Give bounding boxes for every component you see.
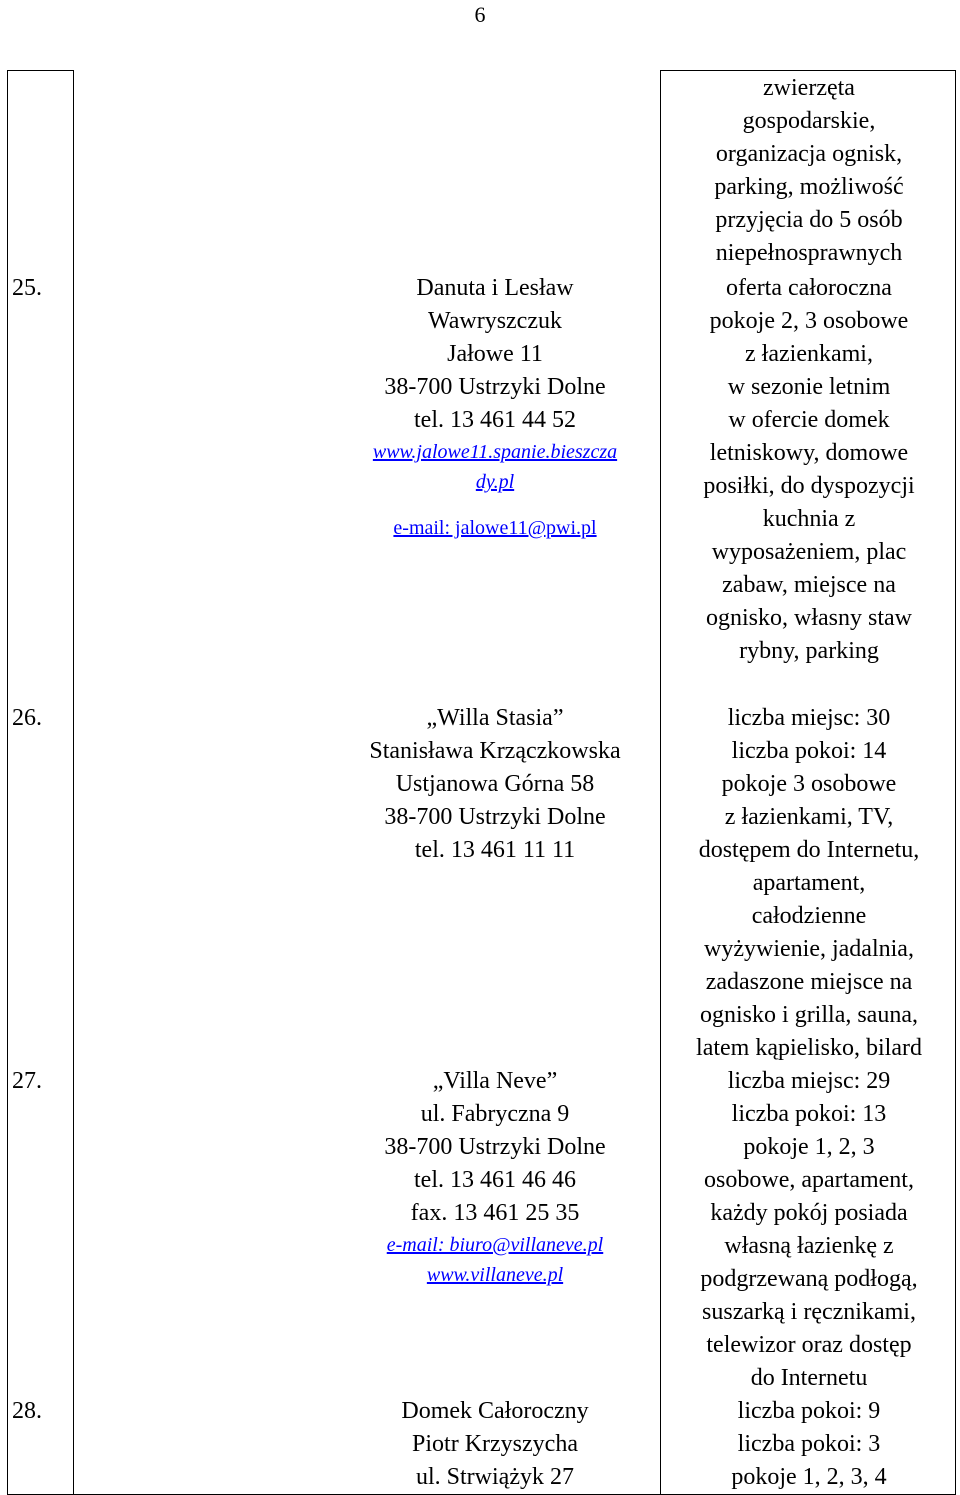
description-line: z łazienkami, xyxy=(745,341,873,367)
description-line: do Internetu xyxy=(750,1365,868,1391)
row-number: 27. xyxy=(12,1068,42,1094)
description-line: pokoje 1, 2, 3, 4 xyxy=(731,1464,887,1490)
details-line: ul. Fabryczna 9 xyxy=(420,1101,570,1127)
description-line: apartament, xyxy=(752,870,866,896)
details-line: Wawryszczuk xyxy=(427,308,562,334)
description-line: liczba pokoi: 9 xyxy=(737,1398,881,1424)
details-line: Stanisława Krzączkowska xyxy=(369,738,621,764)
description-line: niepełnosprawnych xyxy=(715,240,903,266)
details-line: 38-700 Ustrzyki Dolne xyxy=(384,374,606,400)
website-link[interactable]: www.jalowe11.spanie.bieszcza xyxy=(372,441,618,463)
details-line: „Willa Stasia” xyxy=(426,705,564,731)
description-line: pokoje 3 osobowe xyxy=(721,771,897,797)
description-line: letniskowy, domowe xyxy=(709,440,909,466)
description-line: osobowe, apartament, xyxy=(704,1167,914,1193)
description-cell xyxy=(662,272,956,668)
details-line: Danuta i Lesław xyxy=(416,275,574,301)
description-cell xyxy=(662,1395,956,1494)
description-line: podgrzewaną podłogą, xyxy=(700,1266,918,1292)
table-border-col1 xyxy=(73,70,74,1495)
table-border-left xyxy=(7,70,8,1495)
email-link[interactable]: e-mail: biuro@villaneve.pl xyxy=(386,1234,604,1256)
details-cell xyxy=(330,702,660,867)
description-line: organizacja ognisk, xyxy=(715,141,903,167)
details-cell xyxy=(330,1065,660,1290)
details-line: fax. 13 461 25 35 xyxy=(410,1200,580,1226)
description-line: pokoje 2, 3 osobowe xyxy=(709,308,909,334)
page-number: 6 xyxy=(474,2,486,27)
description-line: ognisko, własny staw xyxy=(706,605,912,631)
description-cell xyxy=(662,1065,956,1395)
description-line: gospodarskie, xyxy=(742,108,876,134)
details-line: 38-700 Ustrzyki Dolne xyxy=(384,804,606,830)
table-top-border-col3 xyxy=(660,70,956,71)
description-line: suszarką i ręcznikami, xyxy=(702,1299,916,1325)
description-line: dostępem do Internetu, xyxy=(698,837,920,863)
details-line: ul. Strwiążyk 27 xyxy=(416,1464,574,1490)
details-line: Jałowe 11 xyxy=(447,341,543,367)
details-line: „Villa Neve” xyxy=(432,1068,558,1094)
description-line: liczba miejsc: 29 xyxy=(727,1068,891,1094)
description-line: parking, możliwość xyxy=(714,174,904,200)
details-line: Piotr Krzyszycha xyxy=(412,1431,578,1457)
website-link[interactable]: www.villaneve.pl xyxy=(426,1264,564,1286)
website-link[interactable]: dy.pl xyxy=(475,471,515,493)
details-line: tel. 13 461 44 52 xyxy=(414,407,576,433)
description-line: liczba pokoi: 13 xyxy=(731,1101,887,1127)
description-line: w ofercie domek xyxy=(728,407,890,433)
description-line: zwierzęta xyxy=(763,75,855,101)
description-line: wyposażeniem, plac xyxy=(711,539,907,565)
description-line: oferta całoroczna xyxy=(726,275,892,301)
description-line: w sezonie letnim xyxy=(727,374,891,400)
details-cell xyxy=(330,1395,660,1494)
email-link[interactable]: e-mail: jalowe11@pwi.pl xyxy=(393,517,597,539)
description-line: liczba pokoi: 3 xyxy=(737,1431,881,1457)
description-line: zadaszone miejsce na xyxy=(705,969,913,995)
description-cell xyxy=(662,72,956,270)
details-line: tel. 13 461 11 11 xyxy=(414,837,576,863)
details-cell xyxy=(330,272,660,543)
description-line: wyżywienie, jadalnia, xyxy=(704,936,914,962)
description-line: ognisko i grilla, sauna, xyxy=(700,1002,918,1028)
description-line: zabaw, miejsce na xyxy=(722,572,896,598)
description-cell xyxy=(662,702,956,1065)
description-line: liczba miejsc: 30 xyxy=(727,705,891,731)
description-line: pokoje 1, 2, 3 xyxy=(743,1134,875,1160)
table-top-border-col1 xyxy=(7,70,73,71)
description-line: przyjęcia do 5 osób xyxy=(715,207,903,233)
description-line: kuchnia z xyxy=(762,506,856,532)
row-number: 26. xyxy=(12,705,42,731)
description-line: rybny, parking xyxy=(739,638,879,664)
row-number: 25. xyxy=(12,275,42,301)
description-line: posiłki, do dyspozycji xyxy=(703,473,915,499)
description-line: latem kąpielisko, bilard xyxy=(696,1035,922,1061)
description-line: własną łazienkę z xyxy=(724,1233,894,1259)
description-line: każdy pokój posiada xyxy=(710,1200,908,1226)
details-line: Domek Całoroczny xyxy=(401,1398,589,1424)
details-line: 38-700 Ustrzyki Dolne xyxy=(384,1134,606,1160)
details-line: Ustjanowa Górna 58 xyxy=(395,771,595,797)
description-line: telewizor oraz dostęp xyxy=(706,1332,912,1358)
details-line: tel. 13 461 46 46 xyxy=(414,1167,576,1193)
row-number: 28. xyxy=(12,1398,42,1424)
description-line: z łazienkami, TV, xyxy=(724,804,894,830)
description-line: liczba pokoi: 14 xyxy=(731,738,887,764)
description-line: całodzienne xyxy=(751,903,867,929)
table-border-col3-left xyxy=(660,70,661,1495)
